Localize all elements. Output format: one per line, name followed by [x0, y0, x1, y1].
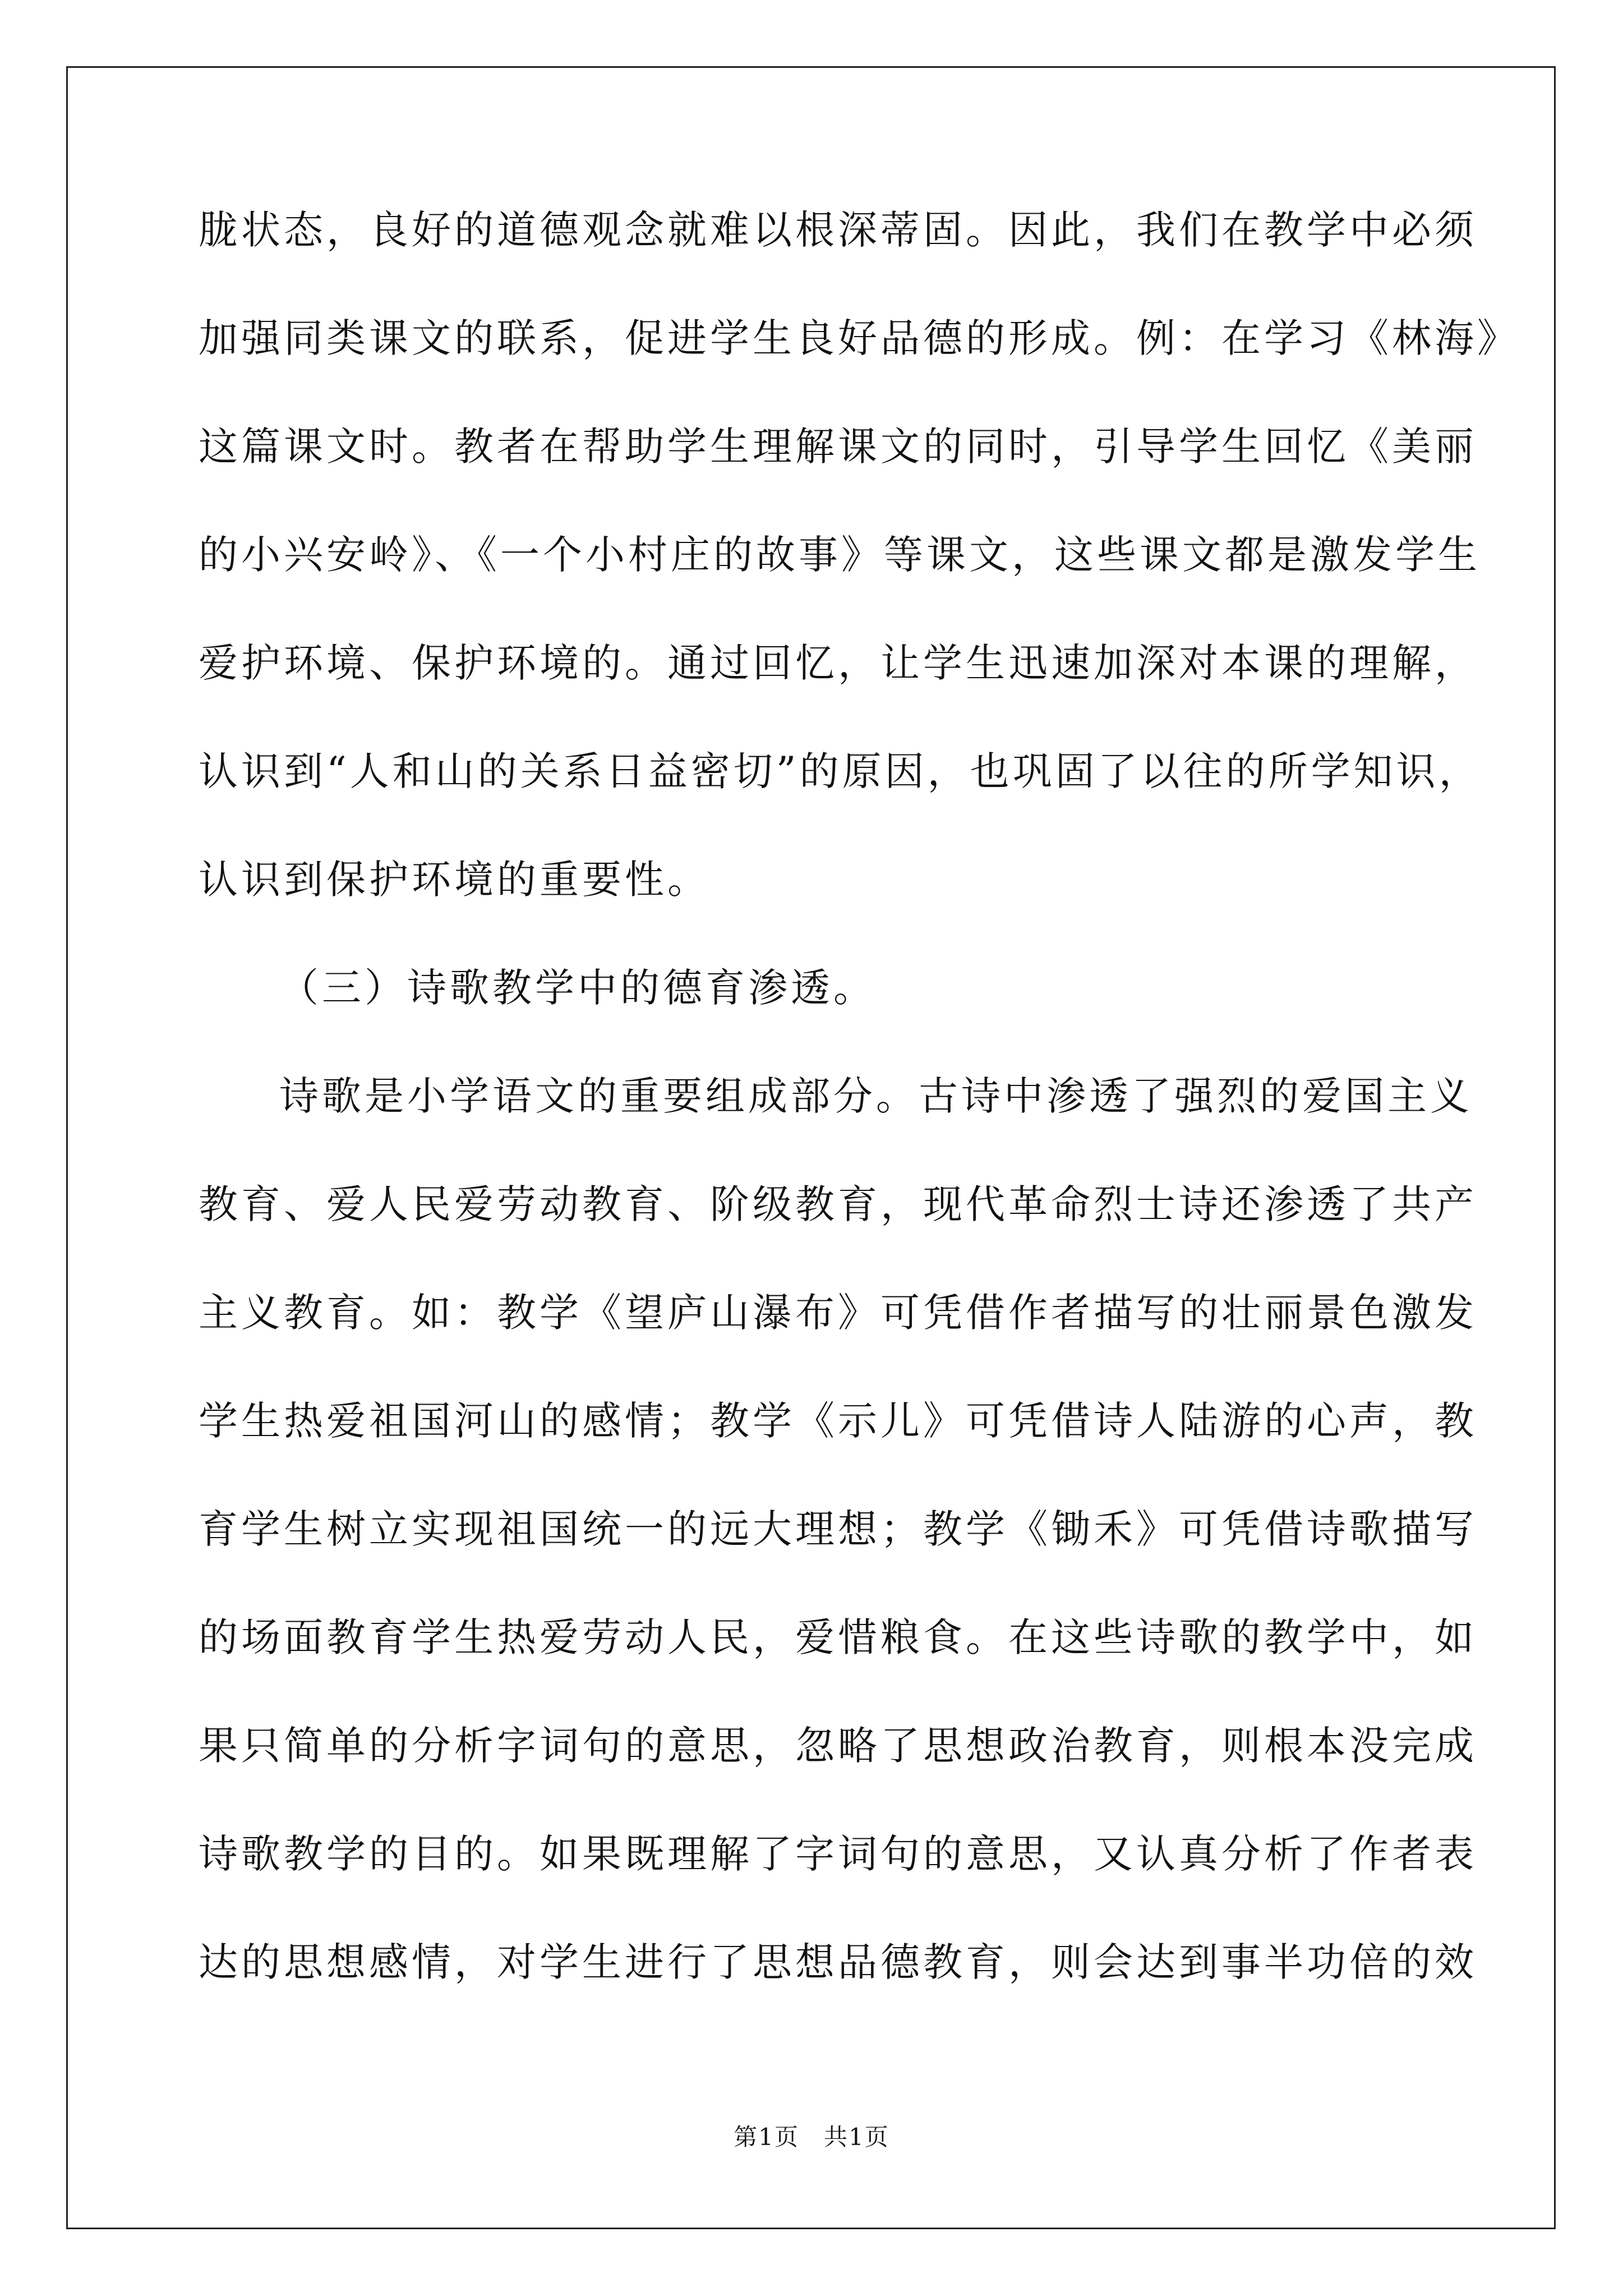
paragraph-line: 这篇课文时。教者在帮助学生理解课文的同时，引导学生回忆《美丽: [199, 424, 1477, 470]
paragraph-line: 达的思想感情，对学生进行了思想品德教育，则会达到事半功倍的效: [199, 1939, 1477, 1985]
section-heading: （三）诗歌教学中的德育渗透。: [279, 965, 876, 1011]
paragraph-line: 的小兴安岭》、《一个小村庄的故事》等课文，这些课文都是激发学生: [199, 532, 1481, 578]
paragraph-line: 诗歌教学的目的。如果既理解了字词句的意思，又认真分析了作者表: [199, 1831, 1477, 1877]
paragraph-line: 加强同类课文的联系，促进学生良好品德的形成。例：在学习《林海》: [199, 315, 1520, 361]
paragraph-line: 认识到保护环境的重要性。: [199, 857, 710, 903]
paragraph-line: 的场面教育学生热爱劳动人民，爱惜粮食。在这些诗歌的教学中，如: [199, 1614, 1477, 1660]
paragraph-line: 教育、爱人民爱劳动教育、阶级教育，现代革命烈士诗还渗透了共产: [199, 1181, 1477, 1227]
paragraph-line: 认识到“人和山的关系日益密切”的原因，也巩固了以往的所学知识，: [199, 748, 1482, 794]
page-number: 第1页 共1页: [734, 2123, 889, 2151]
paragraph-line: 果只简单的分析字词句的意思，忽略了思想政治教育，则根本没完成: [199, 1723, 1477, 1769]
paragraph-line: 主义教育。如：教学《望庐山瀑布》可凭借作者描写的壮丽景色激发: [199, 1290, 1477, 1336]
paragraph-line: 胧状态，良好的道德观念就难以根深蒂固。因此，我们在教学中必须: [199, 207, 1477, 253]
page-frame: [66, 66, 1556, 2229]
paragraph-line: 诗歌是小学语文的重要组成部分。古诗中渗透了强烈的爱国主义: [279, 1073, 1473, 1119]
paragraph-line: 爱护环境、保护环境的。通过回忆，让学生迅速加深对本课的理解，: [199, 640, 1477, 686]
paragraph-line: 育学生树立实现祖国统一的远大理想；教学《锄禾》可凭借诗歌描写: [199, 1506, 1477, 1552]
paragraph-line: 学生热爱祖国河山的感情；教学《示儿》可凭借诗人陆游的心声，教: [199, 1398, 1477, 1444]
